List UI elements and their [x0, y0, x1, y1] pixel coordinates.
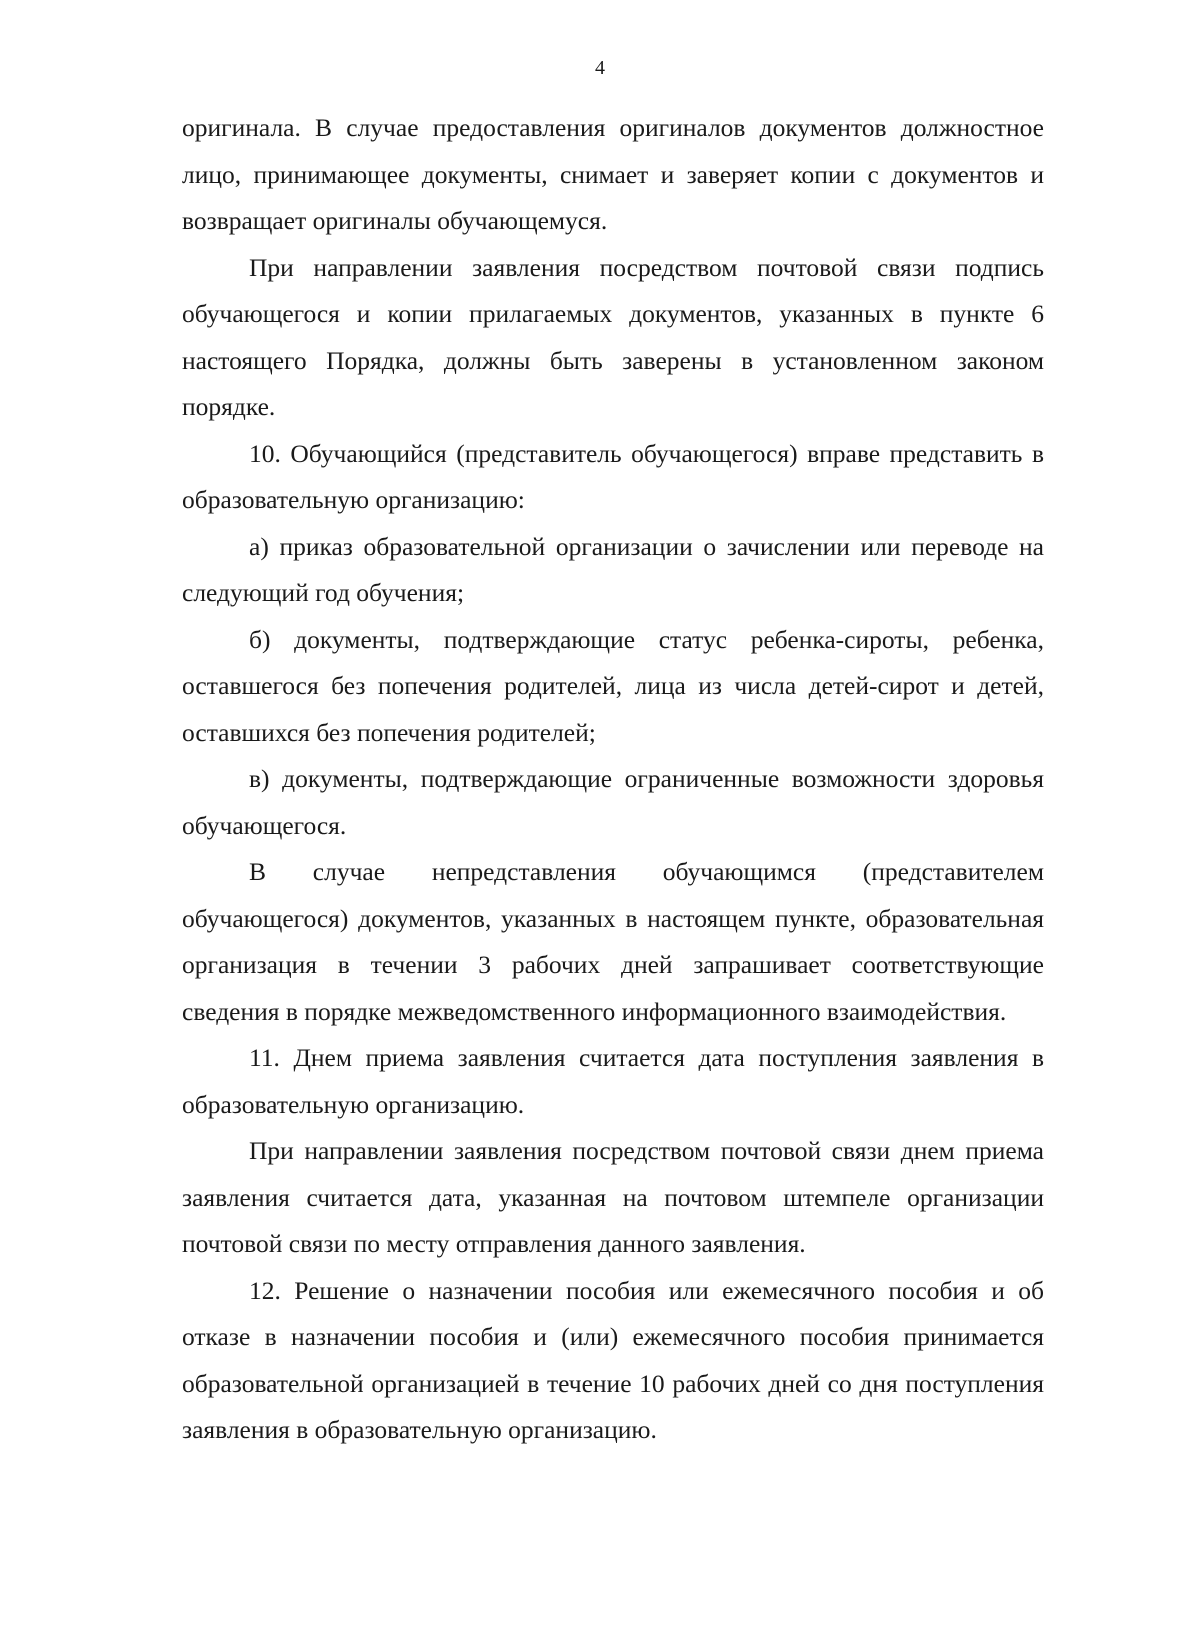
document-body [182, 105, 1044, 1454]
paragraph-postal-submission: При направлении заявления посредством почтовой связи подпись обучающегося и копии прилагаемых документов, указанных в пункте 6 настоящего Порядка, должны быть заверены в установленном законом порядке. [182, 252, 1044, 421]
paragraph-item-10-v: в) документы, подтверждающие ограниченные возможности здоровья обучающегося. [182, 764, 1044, 840]
paragraph-originals-continuation: оригинала. В случае предоставления оригиналов документов должностное лицо, принимающее документы, снимает и заверяет копии с документов и возвращает оригиналы обучающемуся. [182, 113, 1044, 235]
paragraph-item-10-a: а) приказ образовательной организации о зачислении или переводе на следующий год обучения; [182, 531, 1044, 607]
page-number: 4 [595, 57, 605, 79]
paragraph-non-submission: В случае непредставления обучающимся (представителем обучающегося) документов, указанных в настоящем пункте, образовательная организация в течении 3 рабочих дней запрашивает соответствующие сведения в порядке межведомственного информационного взаимодействия. [182, 857, 1044, 1026]
paragraph-item-10-b: б) документы, подтверждающие статус ребенка-сироты, ребенка, оставшегося без попечения родителей, лица из числа детей-сирот и детей, оставшихся без попечения родителей; [182, 624, 1044, 747]
paragraph-item-12: 12. Решение о назначении пособия или ежемесячного пособия и об отказе в назначении пособия и (или) ежемесячного пособия принимается образовательной организацией в течение 10 рабочих дней со дня поступления заявления в образовательную организацию. [182, 1275, 1044, 1444]
paragraph-item-11: 11. Днем приема заявления считается дата поступления заявления в образовательную организацию. [182, 1043, 1044, 1119]
paragraph-postal-date: При направлении заявления посредством почтовой связи днем приема заявления считается дата, указанная на почтовом штемпеле организации почтовой связи по месту отправления данного заявления. [182, 1136, 1044, 1258]
paragraph-item-10: 10. Обучающийся (представитель обучающегося) вправе представить в образовательную организацию: [182, 438, 1044, 514]
